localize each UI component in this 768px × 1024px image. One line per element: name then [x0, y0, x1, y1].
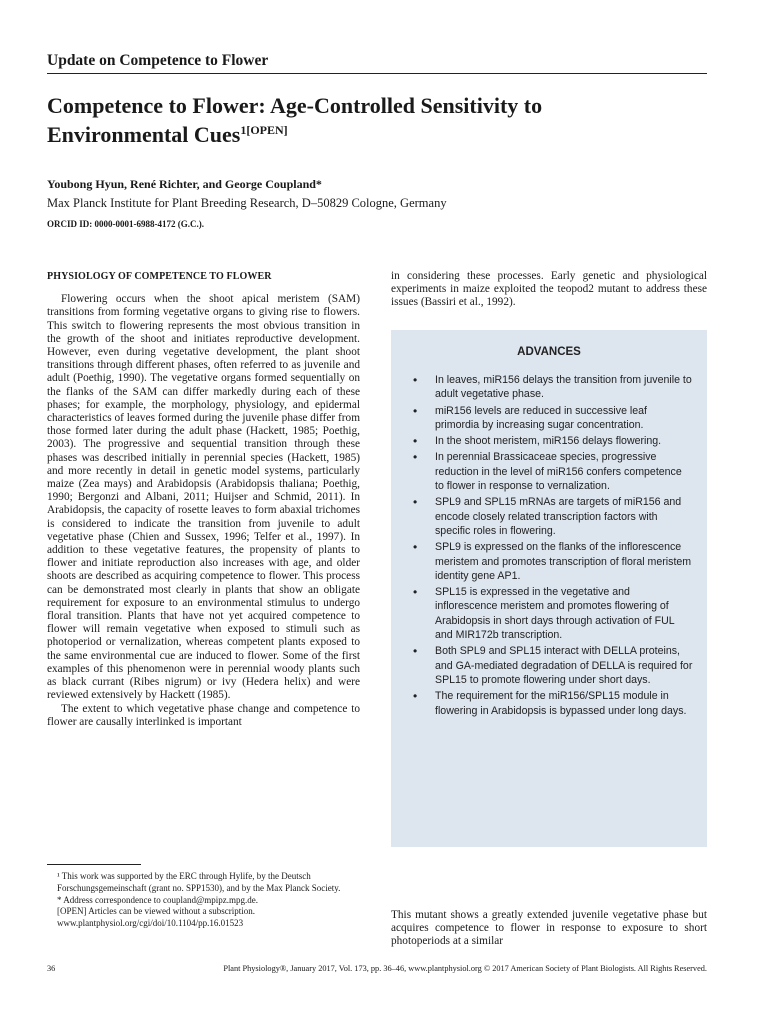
advances-item [405, 404, 693, 433]
left-column [47, 270, 360, 729]
bullet-icon: • [413, 434, 418, 449]
advances-list [405, 373, 693, 718]
journal-citation: Plant Physiology®, January 2017, Vol. 173, pp. 36–46, www.plantphysiol.org © 2017 American Society of Plant Biologists. All Rights Reserved. [223, 964, 707, 973]
advances-item [405, 373, 693, 402]
bullet-icon: • [413, 450, 418, 465]
advances-item-text: SPL15 is expressed in the vegetative and inflorescence meristem and promotes flowering of Arabidopsis in short days through activation of FUL and MIR172b transcription. [435, 586, 675, 642]
affiliation: Max Planck Institute for Plant Breeding Research, D–50829 Cologne, Germany [47, 196, 447, 210]
body-paragraph-2: The extent to which vegetative phase change and competence to flower are causally interlinked is important [47, 702, 360, 728]
advances-box [391, 330, 707, 847]
bullet-icon: • [413, 495, 418, 510]
advances-item [405, 689, 693, 718]
footnote-funding: ¹ This work was supported by the ERC through Hylife, by the Deutsch Forschungsgemeinschaft (grant no. SPP1530), and by the Max Planck Society. [57, 871, 341, 893]
advances-item [405, 495, 693, 538]
section-heading: PHYSIOLOGY OF COMPETENCE TO FLOWER [47, 271, 272, 282]
title-line-2-text: Environmental Cues [47, 122, 241, 147]
footnote-open-access: [OPEN] Articles can be viewed without a subscription. [57, 906, 255, 917]
advances-item-text: In the shoot meristem, miR156 delays flowering. [435, 435, 662, 448]
advances-item-text: Both SPL9 and SPL15 interact with DELLA proteins, and GA-mediated degradation of DELLA is required for SPL15 to promote flowering under short days. [435, 645, 693, 686]
title-line-2 [47, 118, 707, 147]
advances-item [405, 434, 693, 448]
advances-item-text: In perennial Brassicaceae species, progressive reduction in the level of miR156 confers competence to flower in response to vernalization. [435, 451, 682, 493]
right-column-top-text: in considering these processes. Early genetic and physiological experiments in maize exploited the teopod2 mutant to address these issues (Bassiri et al., 1992). [391, 270, 707, 309]
advances-item-text: In leaves, miR156 delays the transition from juvenile to adult vegetative phase. [435, 374, 692, 401]
advances-item [405, 585, 693, 642]
authors: Youbong Hyun, René Richter, and George Coupland* [47, 177, 322, 191]
advances-title: ADVANCES [517, 346, 581, 358]
advances-item-text: SPL9 is expressed on the flanks of the inflorescence meristem and promotes transcription of floral meristem identity gene AP1. [435, 541, 692, 582]
bullet-icon: • [413, 373, 418, 387]
footnote-rule [47, 864, 141, 865]
article-title [47, 93, 707, 147]
bullet-icon: • [413, 689, 418, 704]
title-line-1: Competence to Flower: Age-Controlled Sensitivity to [47, 93, 543, 118]
right-column-bottom-text: This mutant shows a greatly extended juvenile vegetative phase but acquires competence to flower in response to exposure to short photoperiods at a similar [391, 909, 707, 948]
bullet-icon: • [413, 540, 418, 555]
bullet-icon: • [413, 403, 418, 418]
advances-item [405, 450, 693, 493]
orcid: ORCID ID: 0000-0001-6988-4172 (G.C.). [47, 219, 204, 229]
header-rule [47, 73, 707, 74]
footnote-doi-link[interactable]: www.plantphysiol.org/cgi/doi/10.1104/pp.16.01523 [57, 918, 244, 929]
footnotes [47, 871, 360, 930]
right-column-bottom [391, 909, 707, 949]
advances-item [405, 644, 693, 687]
body-paragraph-1: Flowering occurs when the shoot apical meristem (SAM) transitions from forming vegetative organs to giving rise to flowers. This switch to flowering represents the most obvious transition in the growth of the shoot and initiates reproductive development. However, even during vegetative development, the plant shoot transitions through different phases, often referred to as juvenile and adult (Poethig, 1990). The vegetative organs formed sequentially on the flanks of the SAM can differ markedly during each of these phases; for example, the morphology, physiology, and epidermal characteristics of leaves formed during the juvenile phase differ from those formed later during the adult phase (Hackett, 1985; Poethig, 2003). The progressive and sequential transition through these phases was described initially in perennial species (Hackett, 1985) and more recently in detail in genetic model systems, particularly maize (Zea mays) and Arabidopsis (Arabidopsis thaliana; Poethig, 1990; Bergonzi and Albani, 2011; Huijser and Schmid, 2011). In Arabidopsis, the capacity of rosette leaves to form abaxial trichomes is considered to indicate the transition from juvenile to adult vegetative phase (Chien and Sussex, 1996; Telfer et al., 1997). In addition to these vegetative features, the propensity of plants to flower and initiate reproduction also increases with age, and older shoots are described as acquiring competence to flower. This process can be demonstrated most clearly in plants that show an obligate requirement for exposure to an environmental stimulus to undergo floral transition. Plants that have not yet acquired competence to flower will remain vegetative when exposed to stimuli such as photoperiod or vernalization, whereas competent plants exposed to the same environmental cue are induced to flower. Some of the first examples of this phenomenon were in perennial woody plants such as black currant (Ribes nigrum) or ivy (Hedera helix) and were reviewed extensively by Hackett (1985). [47, 293, 360, 702]
title-superscript: 1[OPEN] [240, 123, 288, 137]
right-column-top [391, 270, 707, 310]
advances-item-text: The requirement for the miR156/SPL15 module in flowering in Arabidopsis is bypassed under long days. [435, 690, 687, 717]
page-number: 36 [47, 964, 56, 973]
section-label: Update on Competence to Flower [47, 52, 269, 69]
footnote-correspondence: * Address correspondence to coupland@mpipz.mpg.de. [57, 894, 258, 905]
advances-item-text: miR156 levels are reduced in successive leaf primordia by increasing sugar concentration. [435, 404, 647, 431]
bullet-icon: • [413, 644, 418, 659]
advances-item-text: SPL9 and SPL15 mRNAs are targets of miR156 and encode closely related transcription factors with specific roles in flowering. [435, 496, 682, 537]
bullet-icon: • [413, 585, 418, 600]
advances-item [405, 540, 693, 583]
